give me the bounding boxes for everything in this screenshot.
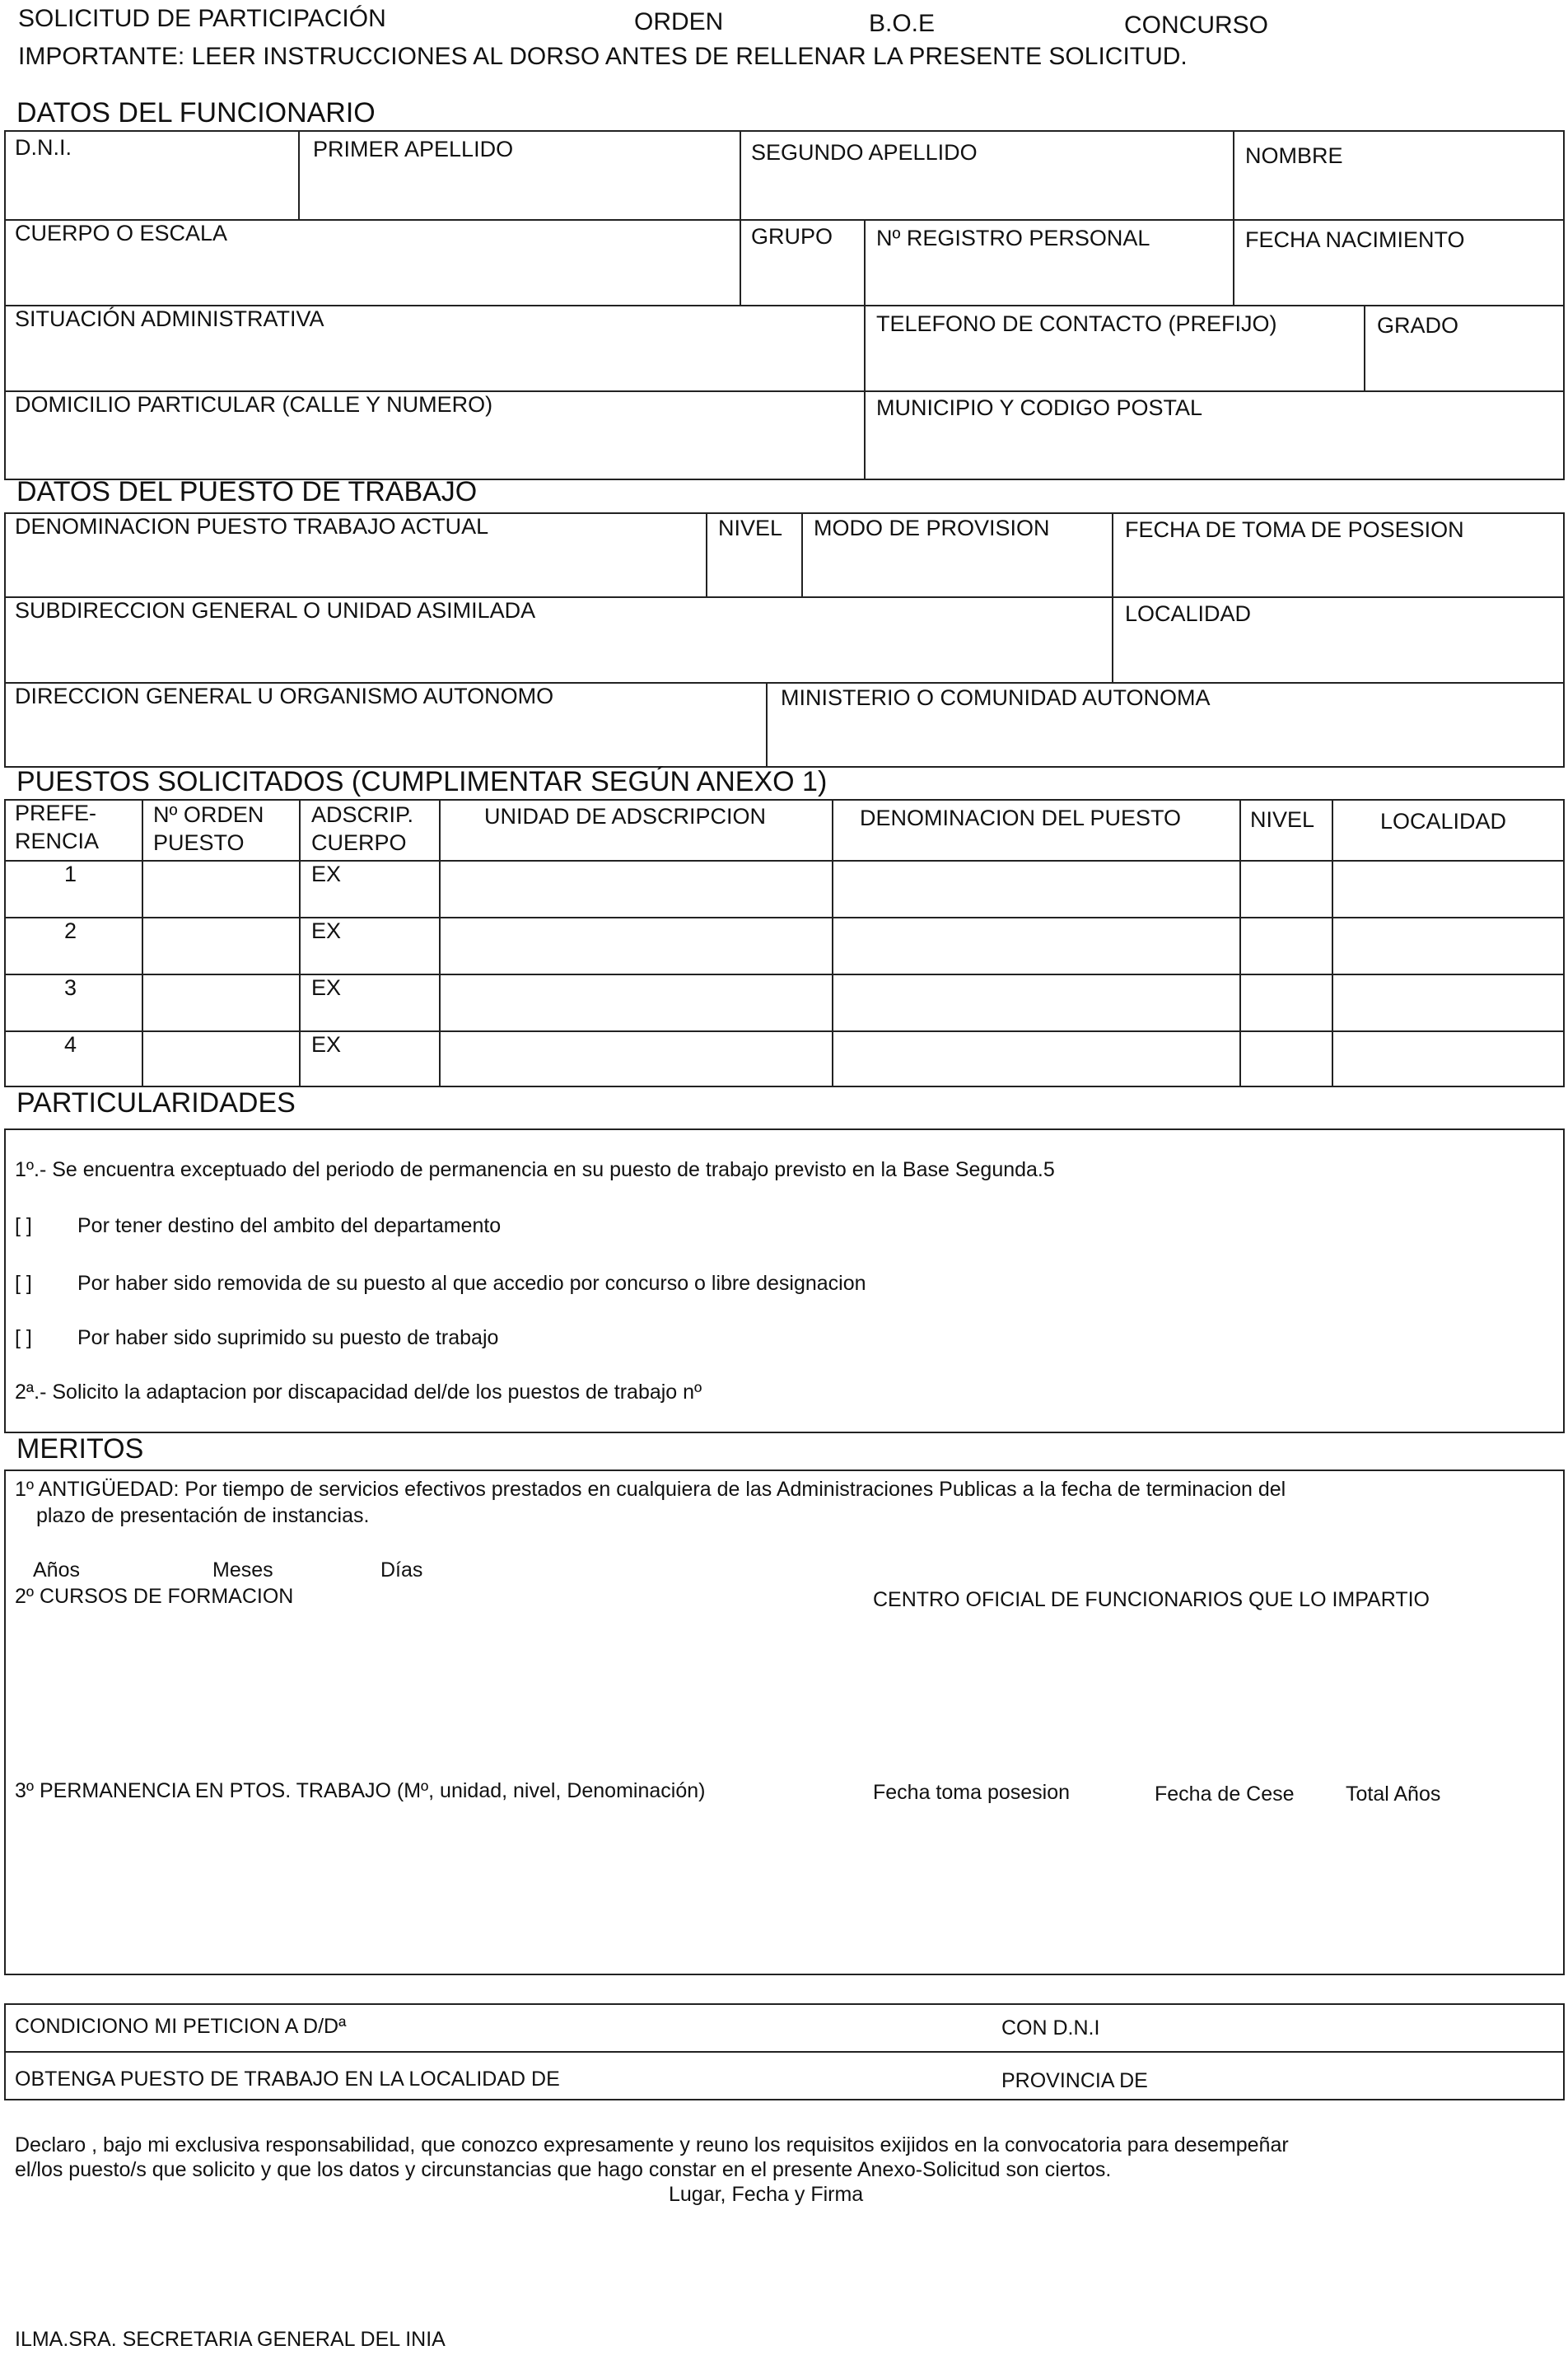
antiguedad-line-2: plazo de presentación de instancias. — [36, 1504, 370, 1527]
col-denominacion: DENOMINACION DEL PUESTO — [860, 806, 1182, 830]
important-notice: IMPORTANTE: LEER INSTRUCCIONES AL DORSO ANTES DE RELLENAR LA PRESENTE SOLICITUD. — [18, 43, 1188, 70]
centro-oficial-label: CENTRO OFICIAL DE FUNCIONARIOS QUE LO IMPARTIO — [873, 1588, 1430, 1611]
col-preferencia-2: RENCIA — [15, 829, 100, 853]
primer-apellido-label: PRIMER APELLIDO — [313, 137, 514, 161]
row-adscrip: EX — [311, 862, 342, 886]
denominacion-actual-label: DENOMINACION PUESTO TRABAJO ACTUAL — [15, 514, 489, 539]
municipio-label: MUNICIPIO Y CODIGO POSTAL — [876, 395, 1203, 420]
section-title-puesto: DATOS DEL PUESTO DE TRABAJO — [16, 476, 478, 507]
permanencia-label: 3º PERMANENCIA EN PTOS. TRABAJO (Mº, unidad, nivel, Denominación) — [15, 1779, 706, 1802]
row-preferencia: 2 — [64, 918, 77, 943]
declaracion-line-2: el/los puesto/s que solicito y que los datos y circunstancias que hago constar en el presente Anexo-Solicitud son ciertos. — [15, 2158, 1112, 2181]
telefono-label: TELEFONO DE CONTACTO (PREFIJO) — [876, 311, 1277, 336]
declaracion-line-1: Declaro , bajo mi exclusiva responsabilidad, que conozco expresamente y reuno los requisitos exijidos en la convocatoria para desempeñar — [15, 2133, 1289, 2156]
row-adscrip: EX — [311, 1032, 342, 1057]
cuerpo-label: CUERPO O ESCALA — [15, 221, 228, 245]
segundo-apellido-label: SEGUNDO APELLIDO — [751, 140, 978, 165]
grupo-label: GRUPO — [751, 224, 833, 249]
row-adscrip: EX — [311, 975, 342, 1000]
antiguedad-line-1: 1º ANTIGÜEDAD: Por tiempo de servicios efectivos prestados en cualquiera de las Administraciones Publicas a la fecha de terminacion del — [15, 1478, 1286, 1501]
destinatario: ILMA.SRA. SECRETARIA GENERAL DEL INIA — [15, 2328, 446, 2351]
checkbox-bracket[interactable]: [ ] — [15, 1326, 32, 1349]
orden-label: ORDEN — [634, 8, 724, 35]
row-preferencia: 1 — [64, 862, 77, 886]
col-preferencia-1: PREFE- — [15, 801, 97, 825]
col-unidad: UNIDAD DE ADSCRIPCION — [484, 804, 767, 829]
modo-provision-label: MODO DE PROVISION — [814, 516, 1050, 540]
con-dni-label: CON D.N.I — [1001, 2016, 1100, 2040]
nivel-actual-label: NIVEL — [718, 516, 783, 540]
fecha-nacimiento-label: FECHA NACIMIENTO — [1245, 227, 1465, 252]
col-orden-1: Nº ORDEN — [153, 802, 264, 827]
row-preferencia: 4 — [64, 1032, 77, 1057]
row-adscrip: EX — [311, 918, 342, 943]
condiciono-label: CONDICIONO MI PETICION A D/Dª — [15, 2015, 347, 2038]
subdireccion-label: SUBDIRECCION GENERAL O UNIDAD ASIMILADA — [15, 598, 536, 623]
obtenga-localidad-label: OBTENGA PUESTO DE TRABAJO EN LA LOCALIDAD DE — [15, 2068, 560, 2091]
domicilio-label: DOMICILIO PARTICULAR (CALLE Y NUMERO) — [15, 392, 493, 417]
particularidad-2: 2ª.- Solicito la adaptacion por discapacidad del/de los puestos de trabajo nº — [15, 1381, 702, 1404]
localidad-actual-label: LOCALIDAD — [1125, 601, 1252, 626]
concurso-label: CONCURSO — [1124, 12, 1269, 39]
provincia-label: PROVINCIA DE — [1001, 2069, 1148, 2092]
meritos-box — [4, 1470, 1565, 1975]
fecha-toma-posesion-label: FECHA DE TOMA DE POSESION — [1125, 517, 1464, 542]
total-anos-col: Total Años — [1346, 1783, 1441, 1806]
section-title-funcionario: DATOS DEL FUNCIONARIO — [16, 97, 376, 128]
fecha-toma-posesion-col: Fecha toma posesion — [873, 1781, 1071, 1804]
checkbox-bracket[interactable]: [ ] — [15, 1214, 32, 1237]
particularidad-1: 1º.- Se encuentra exceptuado del periodo de permanencia en su puesto de trabajo previsto en la Base Segunda.5 — [15, 1158, 1055, 1181]
firma-label: Lugar, Fecha y Firma — [669, 2183, 864, 2206]
cursos-label: 2º CURSOS DE FORMACION — [15, 1585, 294, 1608]
anos-label: Años — [33, 1558, 80, 1582]
col-adscrip-1: ADSCRIP. — [311, 802, 414, 827]
nombre-label: NOMBRE — [1245, 143, 1343, 168]
puesto-box — [4, 512, 1565, 768]
section-title-particularidades: PARTICULARIDADES — [16, 1087, 296, 1119]
col-orden-2: PUESTO — [153, 830, 245, 855]
option-destino: Por tener destino del ambito del departamento — [77, 1214, 502, 1237]
fecha-cese-col: Fecha de Cese — [1155, 1783, 1295, 1806]
boe-label: B.O.E — [869, 10, 936, 37]
checkbox-bracket[interactable]: [ ] — [15, 1272, 32, 1295]
col-nivel: NIVEL — [1250, 807, 1315, 832]
grado-label: GRADO — [1377, 313, 1459, 338]
registro-label: Nº REGISTRO PERSONAL — [876, 226, 1150, 250]
meses-label: Meses — [212, 1558, 273, 1582]
dias-label: Días — [380, 1558, 423, 1582]
situacion-label: SITUACIÓN ADMINISTRATIVA — [15, 306, 324, 331]
section-title-solicitados: PUESTOS SOLICITADOS (CUMPLIMENTAR SEGÚN ANEXO 1) — [16, 766, 828, 797]
section-title-meritos: MERITOS — [16, 1433, 144, 1465]
dni-field-label: D.N.I. — [15, 135, 72, 160]
option-suprimido: Por haber sido suprimido su puesto de trabajo — [77, 1326, 499, 1349]
row-preferencia: 3 — [64, 975, 77, 1000]
option-removida: Por haber sido removida de su puesto al que accedio por concurso o libre designacion — [77, 1272, 866, 1295]
direccion-general-label: DIRECCION GENERAL U ORGANISMO AUTONOMO — [15, 684, 554, 708]
ministerio-label: MINISTERIO O COMUNIDAD AUTONOMA — [781, 685, 1211, 710]
col-adscrip-2: CUERPO — [311, 830, 407, 855]
col-localidad: LOCALIDAD — [1380, 809, 1507, 834]
form-title: SOLICITUD DE PARTICIPACIÓN — [18, 5, 386, 32]
